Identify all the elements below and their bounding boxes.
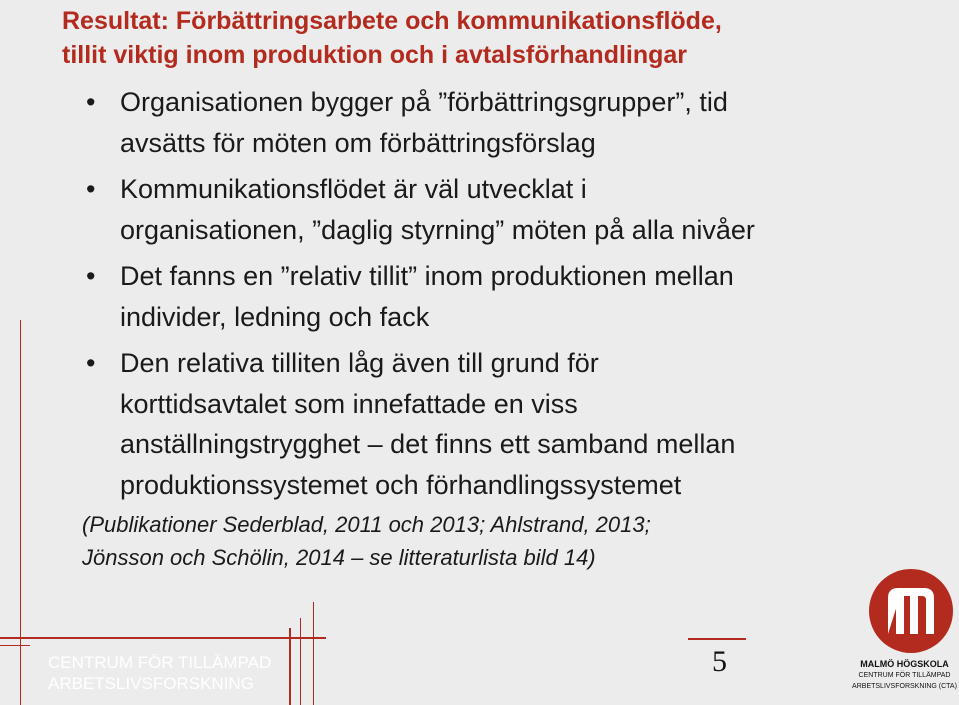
reference-note [82,508,651,574]
bullet-list [82,82,942,511]
page-number: 5 [712,645,727,678]
bullet-marker: • [86,87,96,117]
bullet-marker: • [86,348,96,378]
bullet-text: Den relativa tilliten låg även till grund för [120,348,599,378]
bullet-text: individer, ledning och fack [120,301,430,332]
decorative-horizontal-line [688,638,746,640]
reference-line-2: Jönsson och Schölin, 2014 – se litteraturlista bild 14) [82,545,596,570]
bullet-text: organisationen, ”daglig styrning” möten på alla nivåer [120,214,755,245]
title-line-2: tillit viktig inom produktion och i avtalsförhandlingar [62,41,688,69]
malmo-hogskola-logo-icon [866,566,956,656]
logo-name: MALMÖ HÖGSKOLA [860,659,949,669]
slide-title [62,4,952,72]
bullet-text: anställningstrygghet – det finns ett samband mellan [120,429,736,459]
decorative-vertical-line [289,628,291,705]
bullet-text: Organisationen bygger på ”förbättringsgrupper”, tid [120,87,728,117]
bullet-item [82,343,942,505]
bullet-text: Det fanns en ”relativ tillit” inom produktionen mellan [120,261,734,291]
decorative-vertical-line [20,320,21,705]
bullet-marker: • [86,261,96,291]
bullet-text: Kommunikationsflödet är väl utvecklat i [120,174,587,204]
logo-subtitle-2: ARBETSLIVSFORSKNING (CTA) [852,683,957,690]
bullet-item [82,82,942,163]
bullet-item [82,169,942,250]
decorative-horizontal-line [0,637,326,639]
bullet-marker: • [86,174,96,204]
bullet-text: avsätts för möten om förbättringsförslag [120,127,596,158]
footer-organization [48,652,271,694]
logo-text [850,659,959,692]
bullet-text: produktionssystemet och förhandlingssystemet [120,469,682,500]
footer-line-1: CENTRUM FÖR TILLÄMPAD [48,653,272,672]
logo-subtitle-1: CENTRUM FÖR TILLÄMPAD [858,672,951,679]
bullet-item [82,256,942,337]
title-line-1: Resultat: Förbättringsarbete och kommunikationsflöde, [62,7,722,35]
decorative-vertical-line [300,618,301,705]
decorative-horizontal-line [0,645,30,646]
reference-line-1: (Publikationer Sederblad, 2011 och 2013; Ahlstrand, 2013; [82,512,651,537]
decorative-vertical-line [313,602,314,705]
footer-line-2: ARBETSLIVSFORSKNING [48,674,254,693]
bullet-text: korttidsavtalet som innefattade en viss [120,388,578,419]
